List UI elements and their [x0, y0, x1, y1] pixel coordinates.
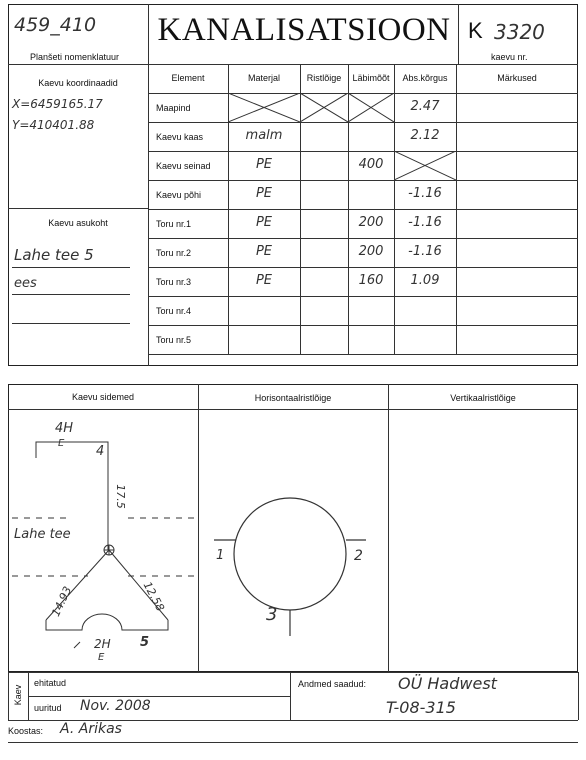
table-cell-abs-height: -1.16: [408, 244, 442, 259]
table-cell-element: Toru nr.3: [156, 276, 192, 287]
divider: [8, 64, 578, 65]
examined-label: uuritud: [34, 703, 62, 713]
table-grid-line: [148, 325, 578, 326]
diagram-col2-header: Horisontaalristlõige: [254, 393, 332, 403]
kaev-side-label: Kaev: [13, 684, 23, 706]
bottom-house-outline: [46, 614, 168, 630]
pipe-2-label: 2: [354, 548, 363, 564]
table-cell-material: malm: [245, 128, 283, 143]
source-company: OÜ Hadwest: [398, 674, 497, 693]
page-title: KANALISATSIOON: [157, 12, 451, 48]
bottom-house-sub: E: [98, 652, 105, 663]
underline: [12, 267, 130, 268]
divider: [458, 4, 459, 64]
pipe-3-label: 3: [266, 604, 278, 625]
street-name: Lahe tee: [14, 527, 71, 542]
table-cell-diameter: 160: [358, 273, 384, 288]
table-cell-diameter: 200: [358, 244, 384, 259]
compiled-label: Koostas:: [8, 726, 44, 736]
divider: [148, 4, 149, 366]
table-cell-diameter: 200: [358, 215, 384, 230]
bottom-house-number: 5: [140, 635, 150, 650]
table-header-material: Materjal: [247, 73, 280, 83]
underline: [12, 323, 130, 324]
location-label: Kaevu asukoht: [48, 218, 108, 228]
table-grid-line: [148, 122, 578, 123]
divider: [578, 672, 579, 720]
examined-value: Nov. 2008: [80, 698, 151, 714]
table-grid-line: [148, 238, 578, 239]
source-label: Andmed saadud:: [298, 679, 367, 689]
table-grid-line: [148, 209, 578, 210]
not-applicable-cross: [228, 93, 300, 122]
table-cell-material: PE: [255, 157, 273, 172]
pipe-1-label: 1: [216, 548, 225, 563]
diagram-col3-header: Vertikaalristlõige: [450, 393, 516, 403]
table-cell-element: Toru nr.1: [156, 218, 192, 229]
table-grid-line: [148, 354, 578, 355]
well-prefix: K: [468, 18, 483, 43]
built-label: ehitatud: [34, 678, 67, 688]
divider: [388, 384, 389, 672]
divider: [8, 742, 578, 743]
table-cell-abs-height: -1.16: [408, 215, 442, 230]
coords-label: Kaevu koordinaadid: [38, 78, 118, 88]
horizontal-section-drawing: [198, 410, 388, 672]
table-cell-material: PE: [255, 186, 273, 201]
diagram-col1-header: Kaevu sidemed: [71, 392, 135, 402]
table-cell-material: PE: [255, 273, 273, 288]
sheet-number: 459_410: [14, 14, 97, 36]
table-cell-element: Toru nr.5: [156, 334, 192, 345]
source-ref: T-08-315: [386, 698, 456, 717]
table-cell-abs-height: -1.16: [408, 186, 442, 201]
well-circle: [234, 498, 346, 610]
divider: [8, 672, 9, 720]
top-house-sub: E: [58, 438, 65, 449]
not-applicable-cross: [300, 93, 348, 122]
table-grid-line: [148, 180, 578, 181]
table-cell-element: Maapind: [156, 102, 191, 113]
table-grid-line: [148, 151, 578, 152]
table-grid-line: [148, 267, 578, 268]
table-cell-diameter: 400: [358, 157, 384, 172]
bottom-house-label: 2H: [94, 637, 111, 651]
table-cell-material: PE: [255, 244, 273, 259]
well-label: kaevu nr.: [491, 52, 528, 62]
compiled-value: A. Arikas: [60, 721, 122, 737]
well-number: 3320: [494, 20, 545, 44]
not-applicable-cross: [348, 93, 394, 122]
table-header-element: Element: [171, 73, 205, 83]
underline: [12, 294, 130, 295]
table-grid-line: [148, 296, 578, 297]
table-cell-material: PE: [255, 215, 273, 230]
coord-x: X=6459165.17: [12, 97, 103, 111]
table-header-cross-section: Ristlõige: [306, 73, 342, 83]
location-line1: Lahe tee 5: [14, 246, 94, 264]
table-cell-abs-height: 2.12: [410, 128, 440, 143]
table-cell-element: Toru nr.2: [156, 247, 192, 258]
top-house-number: 4: [96, 444, 105, 459]
tie-distance-top: 17.5: [113, 484, 127, 509]
table-cell-abs-height: 2.47: [410, 99, 440, 114]
top-house-label: 4H: [55, 421, 74, 436]
divider: [28, 696, 290, 697]
table-cell-element: Toru nr.4: [156, 305, 192, 316]
table-header-diameter: Läbimõõt: [352, 73, 390, 83]
table-cell-element: Kaevu kaas: [156, 131, 204, 142]
table-cell-element: Kaevu põhi: [156, 189, 202, 200]
table-cell-abs-height: 1.09: [410, 273, 440, 288]
table-header-remarks: Märkused: [497, 73, 537, 83]
divider: [8, 208, 148, 209]
divider: [290, 672, 291, 720]
table-cell-element: Kaevu seinad: [156, 160, 211, 171]
tie-distance-left: 14.93: [49, 584, 75, 619]
location-line2: ees: [14, 276, 37, 291]
table-header-abs-height: Abs.kõrgus: [402, 73, 448, 83]
coord-y: Y=410401.88: [12, 118, 95, 132]
not-applicable-cross: [394, 151, 456, 180]
tie-distance-right: 12.58: [140, 579, 167, 614]
divider: [8, 672, 578, 673]
sheet-label: Planšeti nomenklatuur: [30, 52, 120, 62]
